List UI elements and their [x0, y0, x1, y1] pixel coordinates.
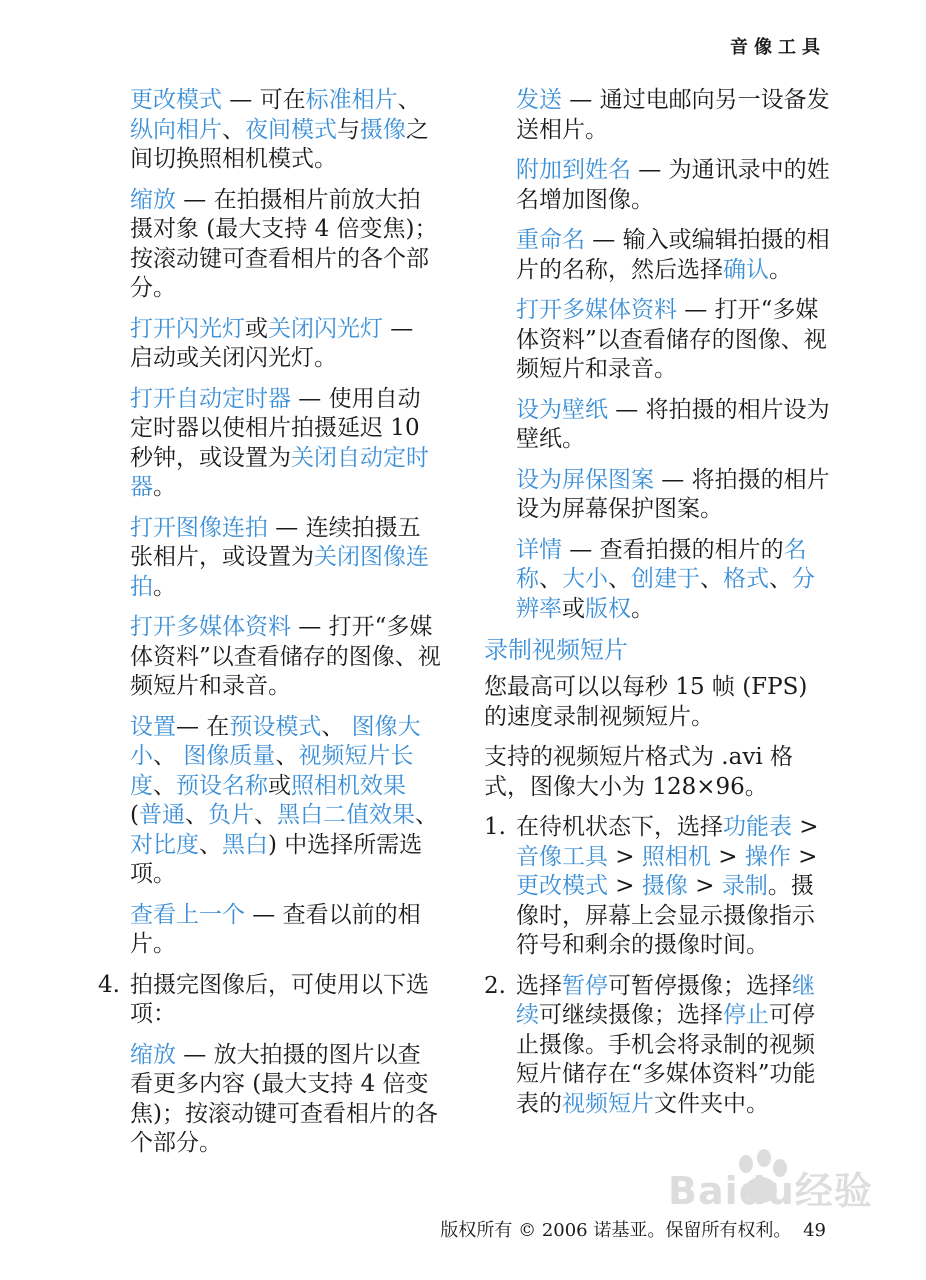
- menu-term: 名称: [516, 536, 807, 592]
- option-paragraph: [516, 536, 836, 625]
- numbered-step: [484, 813, 836, 961]
- right-column: [484, 86, 836, 1130]
- body-text: 或: [245, 315, 268, 342]
- menu-term: 打开闪光灯: [130, 315, 245, 342]
- section-paragraph: 您最高可以以每秒 15 帧 (FPS) 的速度录制视频短片。: [484, 674, 808, 730]
- menu-term: 格式: [723, 566, 769, 592]
- body-text: 可继续摄像；选择: [539, 1002, 723, 1028]
- footer: [440, 1216, 826, 1242]
- option-paragraph: [516, 466, 836, 525]
- step-number: 2.: [484, 972, 506, 999]
- body-text: 之间切换照相机模式。: [130, 116, 429, 172]
- body-text: 、: [414, 802, 438, 828]
- body-text: 、: [321, 713, 352, 740]
- menu-term: 照相机: [641, 843, 711, 870]
- menu-term: 关闭自动定时器: [130, 444, 429, 500]
- menu-term: 重命名: [516, 227, 585, 253]
- body-text: — 输入或编辑拍摄的相片的名称，然后选择: [516, 227, 830, 283]
- menu-term: 设为屏保图案: [516, 466, 654, 493]
- body-text: 文件夹中。: [654, 1090, 769, 1117]
- menu-term: 设置: [130, 713, 176, 740]
- body-text: ) 中选择所需选项。: [130, 831, 423, 887]
- menu-term: 摄像: [360, 116, 406, 143]
- body-text: 或: [268, 772, 291, 799]
- body-text: 。摄像时，屏幕上会显示摄像指示符号和剩余的摄像时间。: [516, 873, 815, 958]
- option-paragraph: [516, 86, 836, 145]
- option-paragraph: [130, 514, 442, 603]
- menu-term: 关闭闪光灯: [268, 315, 383, 342]
- menu-term: 暂停: [562, 972, 608, 999]
- menu-term: 缩放: [130, 1041, 176, 1068]
- right-option-list: [484, 86, 836, 624]
- body-text: — 为通讯录中的姓名增加图像。: [516, 157, 830, 213]
- steps-list: [484, 813, 836, 1119]
- menu-term: 对比度: [130, 831, 199, 858]
- body-text: 。: [153, 474, 176, 500]
- menu-term: 发送: [516, 87, 562, 113]
- body-text: 。: [769, 256, 792, 283]
- body-text: >: [710, 843, 745, 870]
- body-text: >: [687, 873, 722, 899]
- body-text: 、: [199, 831, 222, 858]
- menu-term: 打开多媒体资料: [516, 297, 677, 323]
- menu-term: 更改模式: [516, 873, 608, 899]
- menu-term: 功能表: [723, 814, 792, 840]
- body-text: — 查看以前的相片。: [130, 901, 421, 957]
- left-option-list: [130, 86, 442, 960]
- running-header: 音像工具: [730, 37, 826, 58]
- body-text: — 启动或关闭闪光灯。: [130, 315, 414, 371]
- body-text: 。: [631, 595, 654, 622]
- menu-term: 普通: [138, 802, 185, 828]
- body-text: >: [608, 843, 642, 870]
- body-text: 、: [608, 566, 631, 592]
- numbered-step: [484, 972, 836, 1120]
- body-text: — 在: [176, 713, 230, 740]
- menu-term: 操作: [744, 843, 791, 870]
- menu-term: 纵向相片: [130, 116, 222, 143]
- option-paragraph: [516, 156, 836, 215]
- body-text: >: [790, 843, 818, 870]
- menu-term: 黑白: [222, 831, 268, 858]
- body-text: 、: [253, 802, 277, 828]
- body-text: 、: [222, 116, 245, 143]
- baidu-watermark: [668, 1148, 878, 1218]
- body-text: 、: [275, 743, 299, 769]
- menu-term: 停止: [723, 1002, 769, 1028]
- option-paragraph: [130, 86, 442, 175]
- section-paragraph: 支持的视频短片格式为 .avi 格式，图像大小为 128×96。: [484, 744, 793, 800]
- body-text: — 打开“多媒体资料”以查看储存的图像、视频短片和录音。: [130, 614, 441, 699]
- page-number: 49: [803, 1220, 826, 1241]
- body-text: — 可在: [222, 87, 306, 113]
- menu-term: 夜间模式: [245, 116, 337, 143]
- option-paragraph: [130, 385, 442, 503]
- body-text: 、: [700, 566, 723, 592]
- menu-term: 大小: [562, 566, 608, 592]
- body-text: 、: [539, 566, 562, 592]
- menu-term: 视频短片长度: [130, 743, 414, 799]
- body-text: 、: [153, 772, 176, 799]
- body-text: 拍摄完图像后，可使用以下选项：: [130, 971, 429, 1027]
- body-text: — 在拍摄相片前放大拍摄对象 (最大支持 4 倍变焦)；按滚动键可查看相片的各个部分。: [130, 186, 438, 301]
- body-text: >: [792, 814, 819, 840]
- body-text: 或: [562, 595, 585, 622]
- option-paragraph: [130, 315, 442, 374]
- body-text: 可暂停摄像；选择: [608, 972, 792, 999]
- menu-term: 打开图像连拍: [130, 514, 268, 541]
- body-text: — 连续拍摄五张相片，或设置为: [130, 514, 421, 570]
- body-text: — 查看拍摄的相片的: [562, 536, 784, 563]
- copyright-text: 版权所有 © 2006 诺基亚。保留所有权利。: [440, 1220, 792, 1241]
- step-number: 1.: [484, 814, 506, 840]
- body-text: 、: [397, 87, 421, 113]
- option-paragraph: [130, 1041, 442, 1159]
- menu-term: 详情: [516, 536, 562, 563]
- menu-term: 视频短片: [562, 1090, 654, 1117]
- body-text: (: [130, 802, 139, 828]
- body-text: — 通过电邮向另一设备发送相片。: [516, 87, 830, 143]
- body-text: — 使用自动定时器以使相片拍摄延迟 10 秒钟，或设置为: [130, 385, 421, 471]
- body-text: 与: [337, 116, 360, 143]
- menu-term: 附加到姓名: [516, 157, 631, 183]
- body-text: 可停止摄像。手机会将录制的视频短片储存在“多媒体资料”功能表的: [516, 1002, 816, 1117]
- menu-term: 打开自动定时器: [130, 385, 291, 412]
- option-paragraph: [516, 396, 836, 455]
- body-text: 。: [153, 573, 176, 600]
- step-text: [130, 971, 442, 1030]
- watermark-text: Baidu经验: [668, 1169, 873, 1213]
- option-paragraph: [516, 226, 836, 285]
- body-text: 、: [184, 802, 208, 828]
- menu-term: 黑白二值效果: [276, 802, 415, 828]
- body-text: >: [608, 873, 642, 899]
- step-text: [516, 972, 836, 1120]
- option-paragraph: [130, 186, 442, 304]
- body-text: 、: [769, 566, 792, 592]
- left-column: [98, 86, 442, 1170]
- menu-term: 预设名称: [176, 772, 268, 799]
- menu-term: 版权: [585, 595, 631, 622]
- menu-term: 打开多媒体资料: [130, 614, 291, 640]
- menu-term: 图像质量: [183, 743, 276, 769]
- menu-term: 录制: [721, 873, 768, 899]
- menu-term: 创建于: [631, 566, 700, 592]
- step-text: [516, 813, 836, 961]
- menu-term: 缩放: [130, 186, 176, 213]
- body-text: 在待机状态下，选择: [516, 814, 723, 840]
- option-paragraph: [130, 613, 442, 702]
- menu-term: 标准相片: [305, 87, 398, 113]
- menu-term: 设为壁纸: [516, 396, 608, 423]
- menu-term: 分辨率: [516, 566, 815, 622]
- menu-term: 继续: [516, 972, 815, 1028]
- menu-term: 关闭图像连拍: [130, 544, 429, 600]
- option-paragraph: [516, 296, 836, 385]
- body-text: — 将拍摄的相片设为壁纸。: [516, 396, 830, 452]
- menu-term: 确认: [723, 256, 769, 283]
- body-text: — 放大拍摄的图片以查看更多内容 (最大支持 4 倍变焦)；按滚动键可查看相片的各个部分。: [130, 1041, 438, 1156]
- menu-term: 摄像: [641, 873, 688, 899]
- menu-term: 负片: [207, 802, 254, 828]
- body-text: — 打开“多媒体资料”以查看储存的图像、视频短片和录音。: [516, 297, 827, 382]
- menu-term: 更改模式: [130, 87, 222, 113]
- menu-term: 预设模式: [229, 713, 322, 740]
- option-paragraph: [130, 901, 442, 960]
- menu-term: 音像工具: [516, 843, 608, 870]
- body-text: — 将拍摄的相片设为屏幕保护图案。: [516, 466, 830, 522]
- menu-term: 查看上一个: [130, 901, 245, 928]
- body-text: 、: [153, 743, 184, 769]
- option-paragraph: [130, 713, 442, 890]
- menu-term: 图像大小: [130, 713, 421, 769]
- numbered-step-4: [98, 971, 442, 1030]
- section-title: 录制视频短片: [484, 636, 628, 664]
- menu-term: 照相机效果: [291, 772, 406, 799]
- body-text: 选择: [516, 972, 562, 999]
- step-number: 4.: [98, 971, 120, 998]
